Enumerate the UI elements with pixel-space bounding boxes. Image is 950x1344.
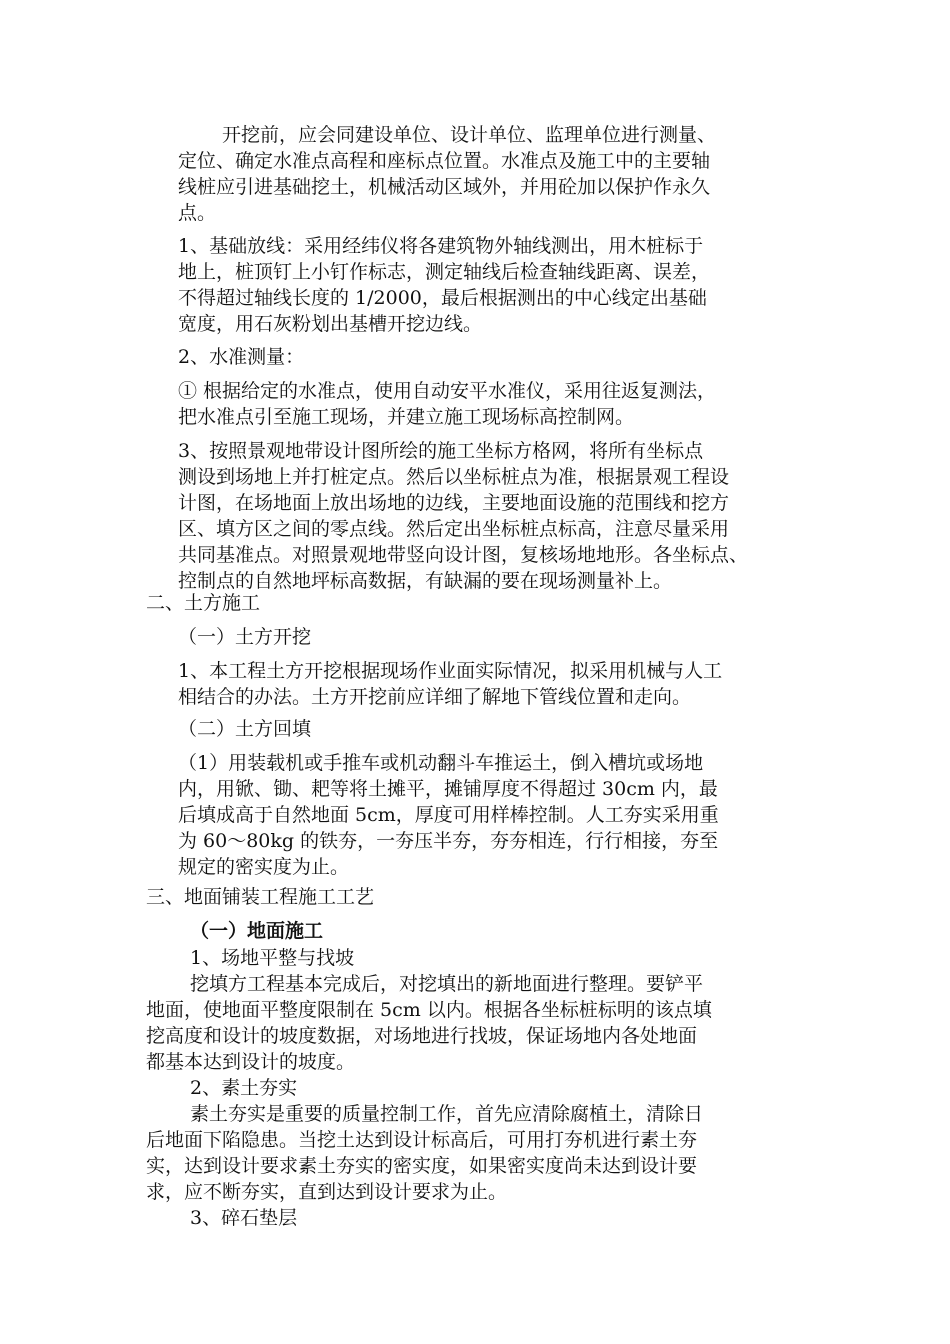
text-line: 挖填方工程基本完成后，对挖填出的新地面进行整理。要铲平 [190,973,704,995]
subheading-gravel-base: 3、碎石垫层 [190,1207,298,1229]
text-line: 都基本达到设计的坡度。 [146,1051,356,1073]
text-line: 控制点的自然地坪标高数据，有缺漏的要在现场测量补上。 [178,570,673,592]
text-line: 把水准点引至施工现场，并建立施工现场标高控制网。 [178,406,635,428]
text-line: 开挖前，应会同建设单位、设计单位、监理单位进行测量、 [222,124,717,146]
subheading-leveling: 2、水准测量： [178,346,305,368]
subheading-site-grading: 1、场地平整与找坡 [190,947,355,969]
text-line: 点。 [178,202,217,224]
paragraph-survey-intro [178,122,898,226]
paragraph-coordinate-grid [178,438,898,594]
subheading-ground-construction: （一）地面施工 [190,920,324,942]
paragraph-foundation-layout [178,233,898,337]
text-line: 求，应不断夯实，直到达到设计要求为止。 [146,1181,508,1203]
text-line: 3、按照景观地带设计图所绘的施工坐标方格网，将所有坐标点 [178,440,704,462]
text-line: 实，达到设计要求素土夯实的密实度，如果密实度尚未达到设计要 [146,1155,698,1177]
text-line: 相结合的办法。土方开挖前应详细了解地下管线位置和走向。 [178,686,692,708]
text-line: 1、基础放线：采用经纬仪将各建筑物外轴线测出，用木桩标于 [178,235,704,257]
text-line: ① 根据给定的水准点，使用自动安平水准仪，采用往返复测法， [178,380,717,402]
text-line: 1、本工程土方开挖根据现场作业面实际情况，拟采用机械与人工 [178,660,723,682]
paragraph-compaction [146,1101,906,1205]
text-line: 素土夯实是重要的质量控制工作，首先应清除腐植土，清除日 [190,1103,704,1125]
text-line: 挖高度和设计的坡度数据，对场地进行找坡，保证场地内各处地面 [146,1025,698,1047]
text-line: 规定的密实度为止。 [178,856,350,878]
text-line: 为 60～80kg 的铁夯，一夯压半夯，夯夯相连，行行相接，夯至 [178,830,719,852]
text-line: 不得超过轴线长度的 1/2000，最后根据测出的中心线定出基础 [178,287,707,309]
text-line: 地面，使地面平整度限制在 5cm 以内。根据各坐标桩标明的该点填 [146,999,712,1021]
text-line: （1）用装载机或手推车或机动翻斗车推运土，倒入槽坑或场地 [178,752,704,774]
paragraph-excavation [178,658,898,710]
text-line: 后填成高于自然地面 5cm，厚度可用样棒控制。人工夯实采用重 [178,804,719,826]
paragraph-benchmark [178,378,898,430]
subheading-backfill: （二）土方回填 [178,718,312,740]
text-line: 共同基准点。对照景观地带竖向设计图，复核场地地形。各坐标点、 [178,544,749,566]
paragraph-backfill [178,750,898,880]
text-line: 区、填方区之间的零点线。然后定出坐标桩点标高，注意尽量采用 [178,518,730,540]
section-heading-paving: 三、地面铺装工程施工工艺 [146,886,375,908]
text-line: 线桩应引进基础挖土，机械活动区域外，并用砼加以保护作永久 [178,176,711,198]
text-line: 计图，在场地面上放出场地的边线，主要地面设施的范围线和挖方 [178,492,730,514]
text-line: 定位、确定水准点高程和座标点位置。水准点及施工中的主要轴 [178,150,711,172]
subheading-compaction: 2、素土夯实 [190,1077,298,1099]
section-heading-earthwork: 二、土方施工 [146,592,261,614]
text-line: 地上，桩顶钉上小钉作标志，测定轴线后检查轴线距离、误差， [178,261,711,283]
subheading-excavation: （一）土方开挖 [178,626,312,648]
text-line: 后地面下陷隐患。当挖土达到设计标高后，可用打夯机进行素土夯 [146,1129,698,1151]
text-line: 内，用锨、锄、耙等将土摊平，摊铺厚度不得超过 30cm 内，最 [178,778,718,800]
text-line: 测设到场地上并打桩定点。然后以坐标桩点为准，根据景观工程设 [178,466,730,488]
paragraph-site-grading [146,971,906,1075]
text-line: 宽度，用石灰粉划出基槽开挖边线。 [178,313,483,335]
